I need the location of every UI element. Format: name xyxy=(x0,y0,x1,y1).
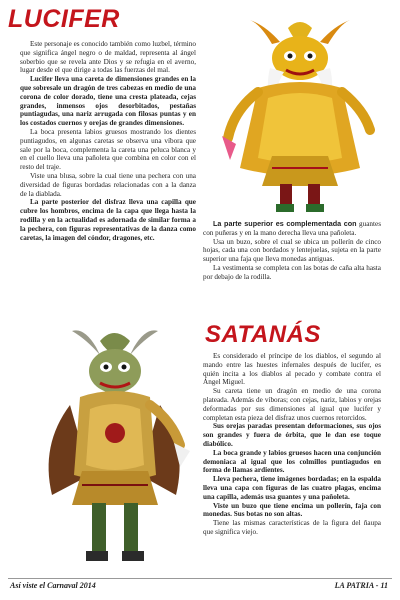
satanas-paragraph: Es considerado el príncipe de los diablos, el segundo al mando entre las huestes infernales después de lucifer, es quién incita a los diablos al pecado y combate contra el Ángel Miguel. xyxy=(203,352,381,387)
lucifer-costume-image xyxy=(210,18,390,214)
lucifer-heading: LUCIFER xyxy=(8,5,120,33)
satanas-heading: SATANÁS xyxy=(205,321,321,348)
satanas-paragraph: Sus orejas paradas presentan deformaciones, sus ojos son grandes y fuera de órbita, que le dan ese toque diabólico. xyxy=(203,422,381,448)
satanas-paragraph: Tiene las mismas características de la figura del ñaupa que significa viejo. xyxy=(203,519,381,536)
lucifer-paragraph: La boca presenta labios gruesos mostrando los dientes puntiagudos, en algunas caretas se observa una víbora que sale por la boca, complementa la careta una peluca blanca y en el cuello lleva una pañoleta que combina en color con el resto del traje. xyxy=(20,127,196,172)
lucifer-text-column xyxy=(20,40,196,312)
footer-publication: Así viste el Carnaval 2014 xyxy=(10,581,96,590)
lucifer-paragraph: La vestimenta se completa con las botas de caña alta hasta por debajo de la rodilla. xyxy=(203,263,381,281)
lucifer-text-continued xyxy=(203,220,381,318)
lucifer-paragraph: Viste una blusa, sobre la cual tiene una pechera con una diversidad de figuras bordadas relacionadas con a la danza de la diablada. xyxy=(20,171,196,198)
lucifer-paragraph: Lucifer lleva una careta de dimensiones grandes en la que sobresale un dragón de tres cabezas en medio de una corona de color dorado, tiene una cresta plateada, cejas grandes, inmensos ojos desorbitados, pestañas puntiagudas, una nariz arrugada con filosas puntas y en los costados cuernos y orejas de grandes dimensiones. xyxy=(20,75,196,128)
satanas-text-column xyxy=(203,352,381,580)
footer-divider xyxy=(8,578,392,579)
satanas-paragraph: Su careta tiene un dragón en medio de una corona plateada. Además de víboras; con cejas, nariz, labios y orejas deformadas por sus dimensiones al igual que lucifer y completan esta pieza del disfraz unos cuernos retorcidos. xyxy=(203,387,381,422)
lucifer-caption-rest: guantes con puñeras y en la mano derecha lleva una pañoleta. xyxy=(203,220,381,237)
lucifer-paragraph: La parte posterior del disfraz lleva una capilla que cubre los hombros, encima de la capa que llega hasta la rodilla y en la actualidad es adornada de similar forma a la pechera, con figuras representativas de la danza como caretas, la imagen del cóndor, dragones, etc. xyxy=(20,198,196,242)
lucifer-paragraph: Usa un buzo, sobre el cual se ubica un pollerín de cinco hojas, cada una con bordados y lentejuelas, sujeta en la parte superior una faja que lleva monedas antiguas. xyxy=(203,237,381,264)
satanas-paragraph: La boca grande y labios gruesos hacen una conjunción demoniaca al igual que los colmillos puntiagudos en forma de llamas ardientes. xyxy=(203,448,381,475)
footer-page-number: LA PATRIA - 11 xyxy=(334,581,388,590)
satanas-costume-image xyxy=(30,325,195,575)
lucifer-caption: La parte superior es complementada con xyxy=(213,220,357,228)
satanas-paragraph: Viste un buzo que tiene encima un pollerín, faja con monedas. Sus botas no son altas. xyxy=(203,501,381,519)
lucifer-paragraph: Este personaje es conocido también como luzbel, término que significa ángel negro o de maldad, representa al ángel soberbio que se revela ante Dios y se refugia en el averno, lugar desde el que dirige a todas las fuerzas del mal. xyxy=(20,40,196,75)
satanas-paragraph: Lleva pechera, tiene imágenes bordadas; en la espalda lleva una capa con figuras de las cuatro plagas, encima una capilla, además usa guantes y una pañoleta. xyxy=(203,475,381,501)
